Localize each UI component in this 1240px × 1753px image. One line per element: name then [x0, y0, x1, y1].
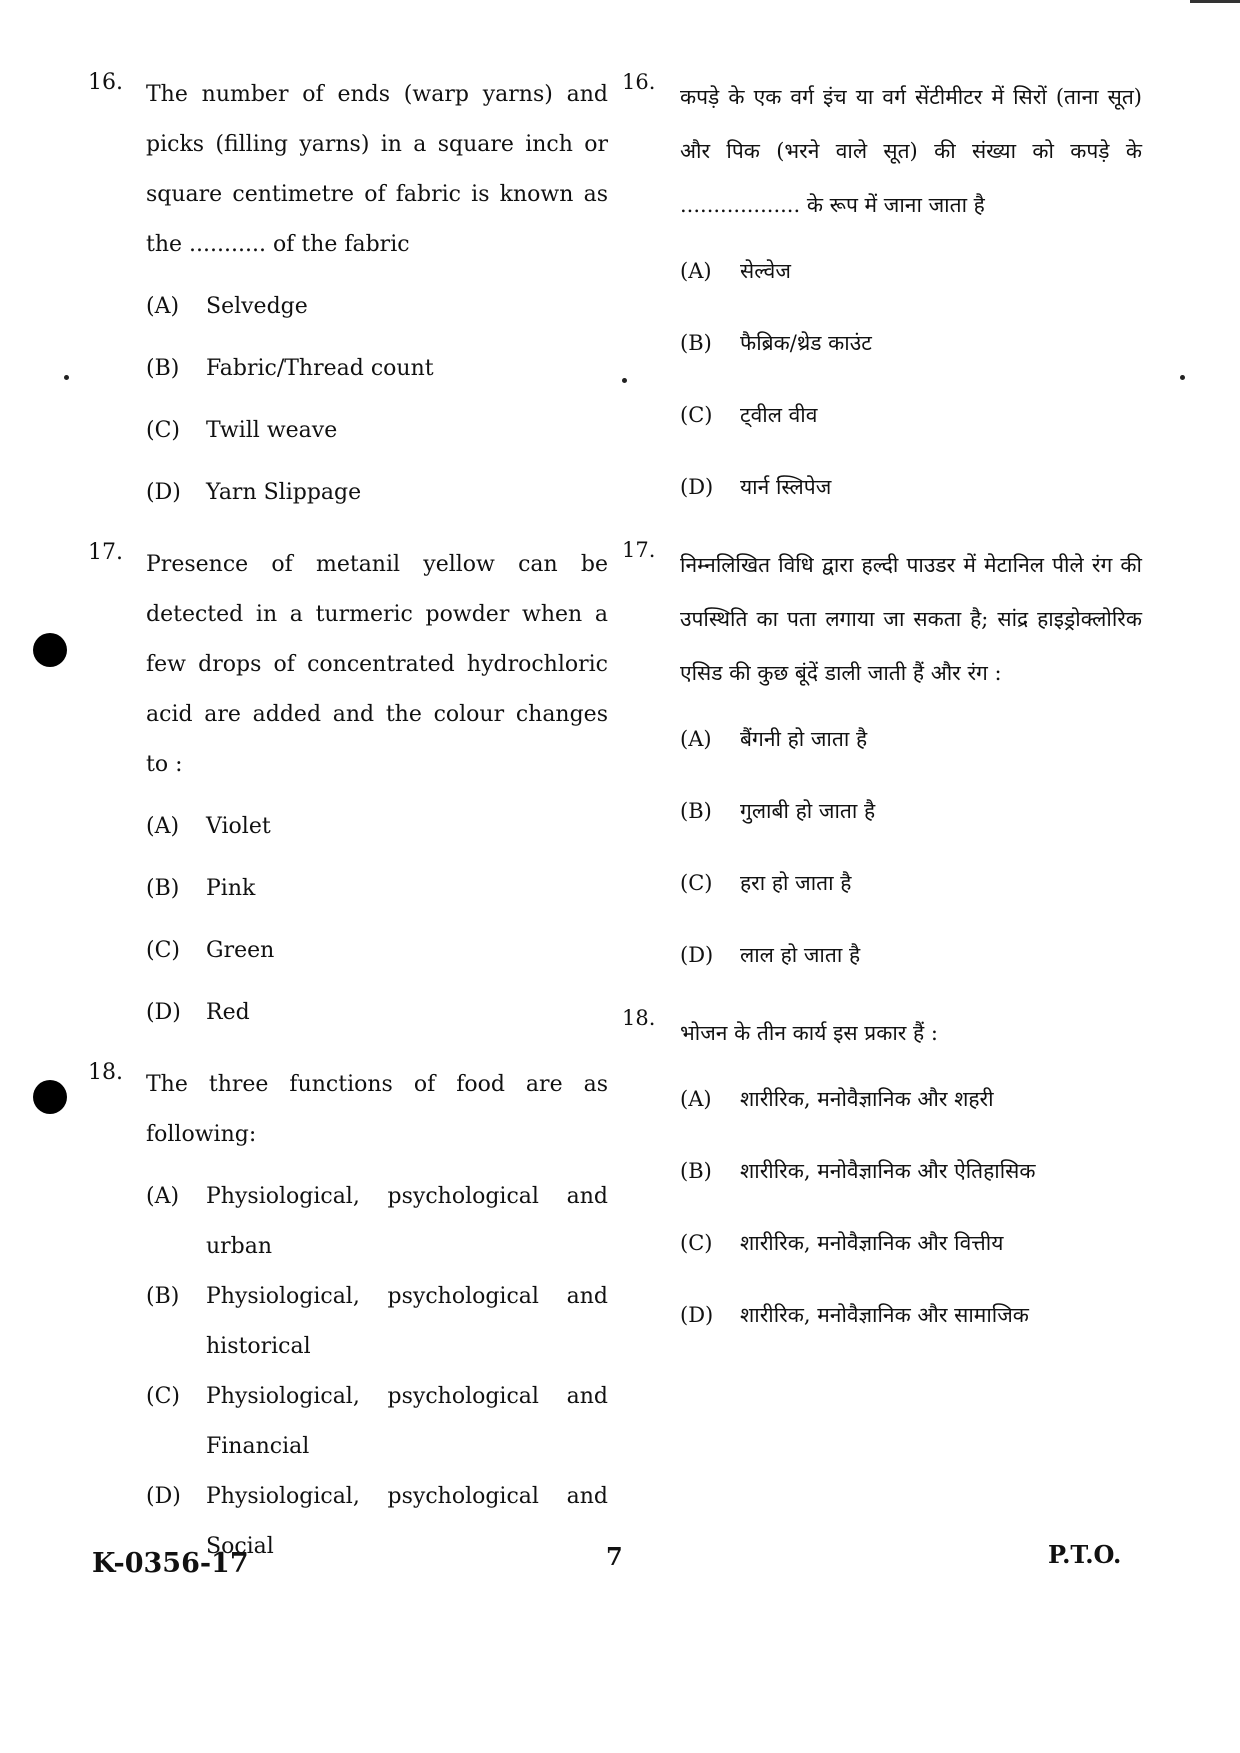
english-column	[88, 70, 608, 1572]
option-text: Violet	[206, 814, 271, 839]
question-number: 17.	[88, 540, 123, 565]
option-label: (D)	[680, 1303, 714, 1327]
option-label: (B)	[146, 876, 180, 901]
question-17-hi	[622, 538, 1142, 1000]
option-text: Twill weave	[206, 418, 338, 443]
scan-speck	[64, 375, 69, 380]
punch-hole-mark	[33, 633, 67, 667]
option-d	[680, 460, 1142, 532]
option-c	[146, 1372, 608, 1472]
option-c	[680, 856, 1142, 928]
option-text	[206, 1472, 608, 1572]
option-label: (B)	[146, 1284, 180, 1309]
option-d	[146, 468, 608, 530]
option-text: शारीरिक, मनोवैज्ञानिक और शहरी	[740, 1087, 994, 1111]
option-text: Fabric/Thread count	[206, 356, 434, 381]
option-label: (C)	[680, 1231, 713, 1255]
option-text	[206, 1172, 608, 1272]
question-stem: निम्नलिखित विधि द्वारा हल्दी पाउडर में मेटानिल पीले रंग की उपस्थिति का पता लगाया जा सकता है; सांद्र हाइड्रोक्लोरिक एसिड की कुछ बूंदें डाली जाती हैं और रंग :	[680, 553, 1142, 685]
option-text-line1: Physiological, psychological and	[206, 1384, 608, 1409]
option-b	[680, 784, 1142, 856]
option-label: (C)	[680, 871, 713, 895]
option-label: (D)	[680, 943, 714, 967]
option-label: (A)	[680, 259, 712, 283]
option-label: (B)	[680, 1159, 712, 1183]
question-16-hi	[622, 70, 1142, 532]
option-label: (D)	[146, 1000, 181, 1025]
option-text: लाल हो जाता है	[740, 943, 861, 967]
question-stem: कपड़े के एक वर्ग इंच या वर्ग सेंटीमीटर में सिरों (ताना सूत) और पिक (भरने वाले सूत) की संख्या को कपड़े के .................. के रूप में जाना जाता है	[680, 85, 1142, 217]
option-label: (C)	[146, 938, 180, 963]
option-a	[680, 1072, 1142, 1144]
scan-edge-mark	[1190, 0, 1240, 3]
option-label: (D)	[146, 480, 181, 505]
question-18-en	[88, 1060, 608, 1572]
question-18-hi	[622, 1006, 1142, 1360]
option-c	[680, 388, 1142, 460]
option-text	[206, 1372, 608, 1472]
options-list	[680, 712, 1142, 1000]
pto-label: P.T.O.	[1048, 1540, 1122, 1569]
option-text: शारीरिक, मनोवैज्ञानिक और ऐतिहासिक	[740, 1159, 1036, 1183]
option-text-line2: Financial	[206, 1434, 310, 1459]
option-label: (B)	[146, 356, 180, 381]
scan-speck	[1180, 375, 1185, 380]
options-list	[680, 244, 1142, 532]
punch-hole-mark	[33, 1080, 67, 1114]
option-text	[206, 1272, 608, 1372]
options-list	[146, 282, 608, 530]
option-label: (A)	[146, 294, 180, 319]
option-text: ट्वील वीव	[740, 403, 818, 427]
option-b	[146, 344, 608, 406]
question-number: 16.	[622, 70, 656, 94]
option-label: (C)	[146, 418, 180, 443]
option-c	[680, 1216, 1142, 1288]
question-number: 17.	[622, 538, 656, 562]
option-d	[680, 928, 1142, 1000]
option-b	[146, 864, 608, 926]
scan-speck	[622, 378, 627, 383]
option-label: (A)	[680, 727, 712, 751]
question-stem: Presence of metanil yellow can be detected in a turmeric powder when a few drops of concentrated hydrochloric acid are added and the colour changes to :	[146, 552, 608, 777]
option-text-line2: urban	[206, 1234, 273, 1259]
option-text: शारीरिक, मनोवैज्ञानिक और सामाजिक	[740, 1303, 1029, 1327]
question-number: 18.	[622, 1006, 656, 1030]
option-label: (B)	[680, 799, 712, 823]
option-text: यार्न स्लिपेज	[740, 475, 832, 499]
page-number: 7	[606, 1542, 623, 1571]
option-c	[146, 926, 608, 988]
option-text: फैब्रिक/थ्रेड काउंट	[740, 331, 872, 355]
option-text: Green	[206, 938, 275, 963]
option-label: (C)	[146, 1384, 180, 1409]
option-label: (D)	[146, 1484, 181, 1509]
question-number: 18.	[88, 1060, 123, 1085]
option-text-line1: Physiological, psychological and	[206, 1184, 608, 1209]
option-text: Red	[206, 1000, 250, 1025]
option-c	[146, 406, 608, 468]
options-list	[146, 1172, 608, 1572]
option-a	[680, 712, 1142, 784]
option-label: (A)	[146, 814, 180, 839]
question-17-en	[88, 540, 608, 1050]
option-a	[146, 802, 608, 864]
option-b	[680, 316, 1142, 388]
paper-code: K-0356-17	[92, 1548, 249, 1579]
option-text: हरा हो जाता है	[740, 871, 852, 895]
option-label: (A)	[680, 1087, 712, 1111]
option-text: Pink	[206, 876, 256, 901]
option-a	[680, 244, 1142, 316]
option-label: (A)	[146, 1184, 180, 1209]
option-label: (C)	[680, 403, 713, 427]
option-b	[680, 1144, 1142, 1216]
option-b	[146, 1272, 608, 1372]
option-text-line2: Social	[206, 1534, 274, 1559]
option-text-line1: Physiological, psychological and	[206, 1484, 608, 1509]
option-text: शारीरिक, मनोवैज्ञानिक और वित्तीय	[740, 1231, 1004, 1255]
option-label: (D)	[680, 475, 714, 499]
option-text: गुलाबी हो जाता है	[740, 799, 876, 823]
options-list	[680, 1072, 1142, 1360]
options-list	[146, 802, 608, 1050]
option-text-line2: historical	[206, 1334, 311, 1359]
option-text: Selvedge	[206, 294, 308, 319]
question-stem: भोजन के तीन कार्य इस प्रकार हैं :	[680, 1021, 938, 1045]
question-number: 16.	[88, 70, 123, 95]
question-stem: The three functions of food are as following:	[146, 1072, 608, 1147]
option-a	[146, 1172, 608, 1272]
question-16-en	[88, 70, 608, 530]
hindi-column	[622, 70, 1142, 1360]
option-text: बैंगनी हो जाता है	[740, 727, 868, 751]
option-a	[146, 282, 608, 344]
option-text: सेल्वेज	[740, 259, 791, 283]
option-text: Yarn Slippage	[206, 480, 362, 505]
option-text-line1: Physiological, psychological and	[206, 1284, 608, 1309]
option-label: (B)	[680, 331, 712, 355]
option-d	[146, 988, 608, 1050]
option-d	[680, 1288, 1142, 1360]
question-stem: The number of ends (warp yarns) and picks (filling yarns) in a square inch or square centimetre of fabric is known as the ........... of the fabric	[146, 82, 608, 257]
